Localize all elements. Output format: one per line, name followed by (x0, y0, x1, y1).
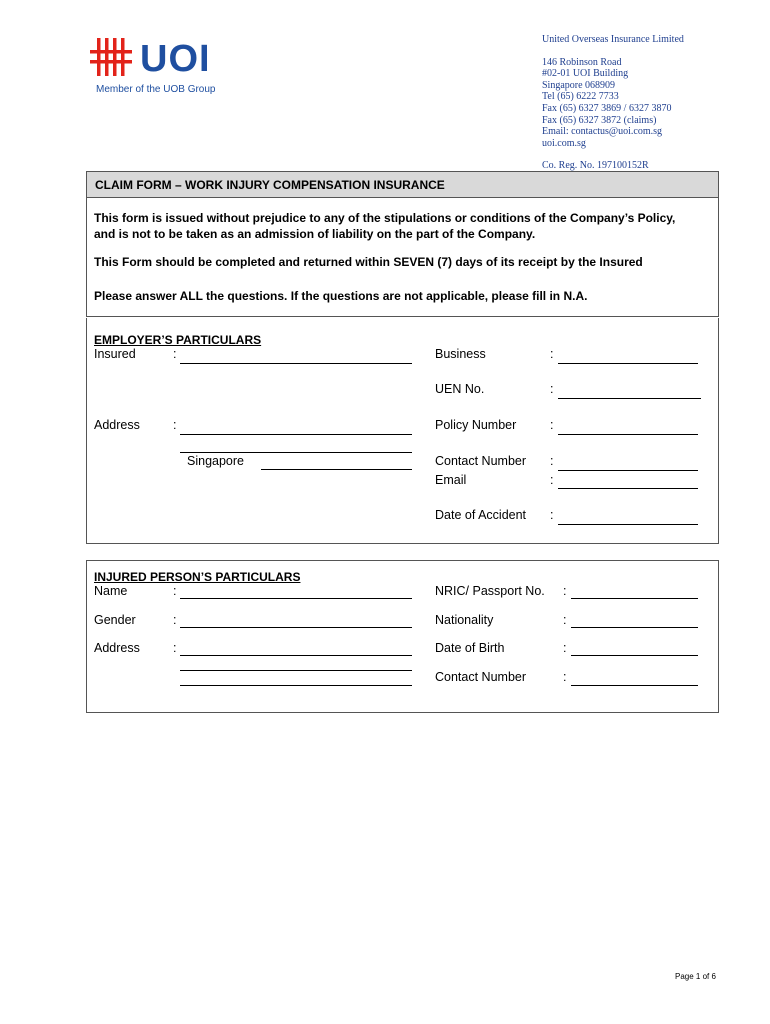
address-field-line-1[interactable] (180, 655, 412, 656)
email-field[interactable] (558, 488, 698, 489)
company-line: Singapore 068909 (542, 79, 616, 91)
uoi-logo-mark-icon (90, 38, 136, 76)
contact-number-field[interactable] (571, 685, 698, 686)
colon: : (173, 418, 177, 432)
form-title: CLAIM FORM – WORK INJURY COMPENSATION INSURANCE (95, 178, 445, 192)
uen-field[interactable] (558, 398, 701, 399)
address-field-line-3[interactable] (180, 685, 412, 686)
colon: : (550, 473, 554, 487)
colon: : (550, 347, 554, 361)
company-line: 146 Robinson Road (542, 56, 622, 68)
logo-text: UOI (140, 38, 211, 80)
address-field-line-2[interactable] (180, 452, 412, 453)
address-field-line-2[interactable] (180, 670, 412, 671)
uen-label: UEN No. (435, 382, 485, 396)
company-line: Email: contactus@uoi.com.sg (542, 126, 663, 138)
postal-code-field[interactable] (261, 469, 412, 470)
policy-number-field[interactable] (558, 434, 698, 435)
insured-label: Insured (94, 347, 136, 361)
name-field[interactable] (180, 598, 412, 599)
company-line: Co. Reg. No. 197100152R (542, 160, 649, 172)
company-line: #02-01 UOI Building (542, 68, 629, 80)
policy-number-label: Policy Number (435, 418, 517, 432)
colon: : (563, 641, 567, 655)
injured-section-title: INJURED PERSON’S PARTICULARS (94, 570, 301, 584)
logo-tagline: Member of the UOB Group (96, 84, 216, 95)
injured-person-section (86, 560, 719, 713)
dob-label: Date of Birth (435, 641, 505, 655)
insured-field[interactable] (180, 363, 412, 364)
colon: : (563, 613, 567, 627)
singapore-label: Singapore (187, 454, 244, 468)
business-label: Business (435, 347, 486, 361)
address-label: Address (94, 418, 140, 432)
colon: : (173, 613, 177, 627)
employer-section (86, 318, 719, 544)
contact-number-label: Contact Number (435, 454, 527, 468)
colon: : (550, 508, 554, 522)
address-field-line-1[interactable] (180, 434, 412, 435)
business-field[interactable] (558, 363, 698, 364)
colon: : (550, 418, 554, 432)
company-address-block (542, 34, 684, 172)
notice-line: Please answer ALL the questions. If the questions are not applicable, please fill in N.A. (94, 289, 588, 303)
colon: : (563, 584, 567, 598)
name-label: Name (94, 584, 128, 598)
colon: : (550, 454, 554, 468)
nationality-field[interactable] (571, 627, 698, 628)
address-label: Address (94, 641, 140, 655)
company-line: Fax (65) 6327 3869 / 6327 3870 (542, 102, 672, 114)
date-of-accident-field[interactable] (558, 524, 698, 525)
nric-label: NRIC/ Passport No. (435, 584, 545, 598)
form-header-box (86, 171, 719, 317)
page-number: Page 1 of 6 (675, 972, 716, 981)
date-of-accident-label: Date of Accident (435, 508, 527, 522)
form-title-bar (87, 172, 718, 198)
colon: : (173, 641, 177, 655)
company-line: United Overseas Insurance Limited (542, 34, 684, 45)
contact-number-label: Contact Number (435, 670, 527, 684)
company-line: Fax (65) 6327 3872 (claims) (542, 114, 657, 126)
colon: : (173, 584, 177, 598)
gender-label: Gender (94, 613, 136, 627)
colon: : (173, 347, 177, 361)
dob-field[interactable] (571, 655, 698, 656)
company-line: uoi.com.sg (542, 137, 586, 149)
notice-line: and is not to be taken as an admission of liability on the part of the Company. (94, 227, 536, 241)
contact-number-field[interactable] (558, 470, 698, 471)
colon: : (563, 670, 567, 684)
notice-line: This form is issued without prejudice to any of the stipulations or conditions of the Company’s Policy, (94, 211, 676, 225)
nric-field[interactable] (571, 598, 698, 599)
notice-line: This Form should be completed and returned within SEVEN (7) days of its receipt by the Insured (94, 255, 643, 269)
company-line: Tel (65) 6222 7733 (542, 91, 619, 103)
employer-section-title: EMPLOYER’S PARTICULARS (94, 333, 262, 347)
gender-field[interactable] (180, 627, 412, 628)
colon: : (550, 382, 554, 396)
email-label: Email (435, 473, 467, 487)
nationality-label: Nationality (435, 613, 494, 627)
